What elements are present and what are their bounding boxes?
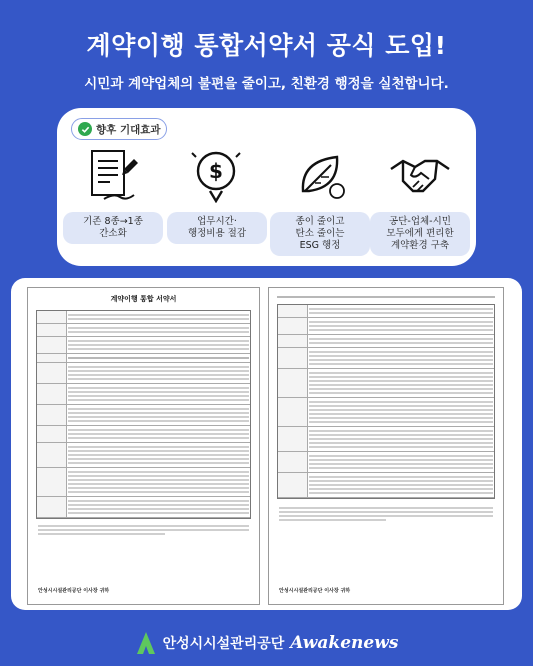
documents-panel: [11, 278, 522, 610]
document-recipient: 안성시시설관리공단 이사장 귀하: [38, 588, 110, 594]
org-name: 안성시시설관리공단: [162, 636, 285, 652]
main-title: 계약이행 통합서약서 공식 도입!: [86, 31, 447, 60]
effects-badge: [71, 118, 167, 140]
request-form-document: [268, 287, 504, 605]
document-title: 계약이행 통합 서약서: [110, 295, 177, 303]
clock-money-icon: [188, 147, 246, 203]
brand-logo: Awakenews: [290, 633, 399, 653]
leaf-recycle-icon: [291, 147, 349, 203]
effect-label: 업무시간· 행정비용 절감: [167, 212, 267, 244]
document-table: [277, 304, 495, 499]
effect-cost-saving: [167, 146, 267, 244]
effect-convenience: [370, 146, 470, 256]
subtitle: 시민과 계약업체의 불편을 줄이고, 친환경 행정을 실천합니다.: [84, 76, 449, 92]
effect-label: 공단-업체-시민 모두에게 편리한 계약환경 구축: [370, 212, 470, 256]
effects-badge-label: 향후 기대효과: [96, 123, 161, 136]
effect-esg: [270, 146, 370, 256]
document-recipient: 안성시시설관리공단 이사장 귀하: [279, 588, 351, 594]
effect-label: 기존 8종→1종 간소화: [63, 212, 163, 244]
pledge-form-document: [27, 287, 260, 605]
effect-label: 종이 줄이고 탄소 줄이는 ESG 행정: [270, 212, 370, 256]
document-pen-icon: [84, 147, 142, 203]
handshake-icon: [389, 147, 451, 203]
org-logo-icon: [135, 630, 157, 656]
effect-simplification: [63, 146, 163, 244]
check-icon: [78, 122, 92, 136]
svg-text:$: $: [209, 159, 223, 183]
expected-effects-card: [57, 108, 476, 266]
footer-bar: [0, 620, 533, 666]
document-table: [36, 310, 251, 519]
